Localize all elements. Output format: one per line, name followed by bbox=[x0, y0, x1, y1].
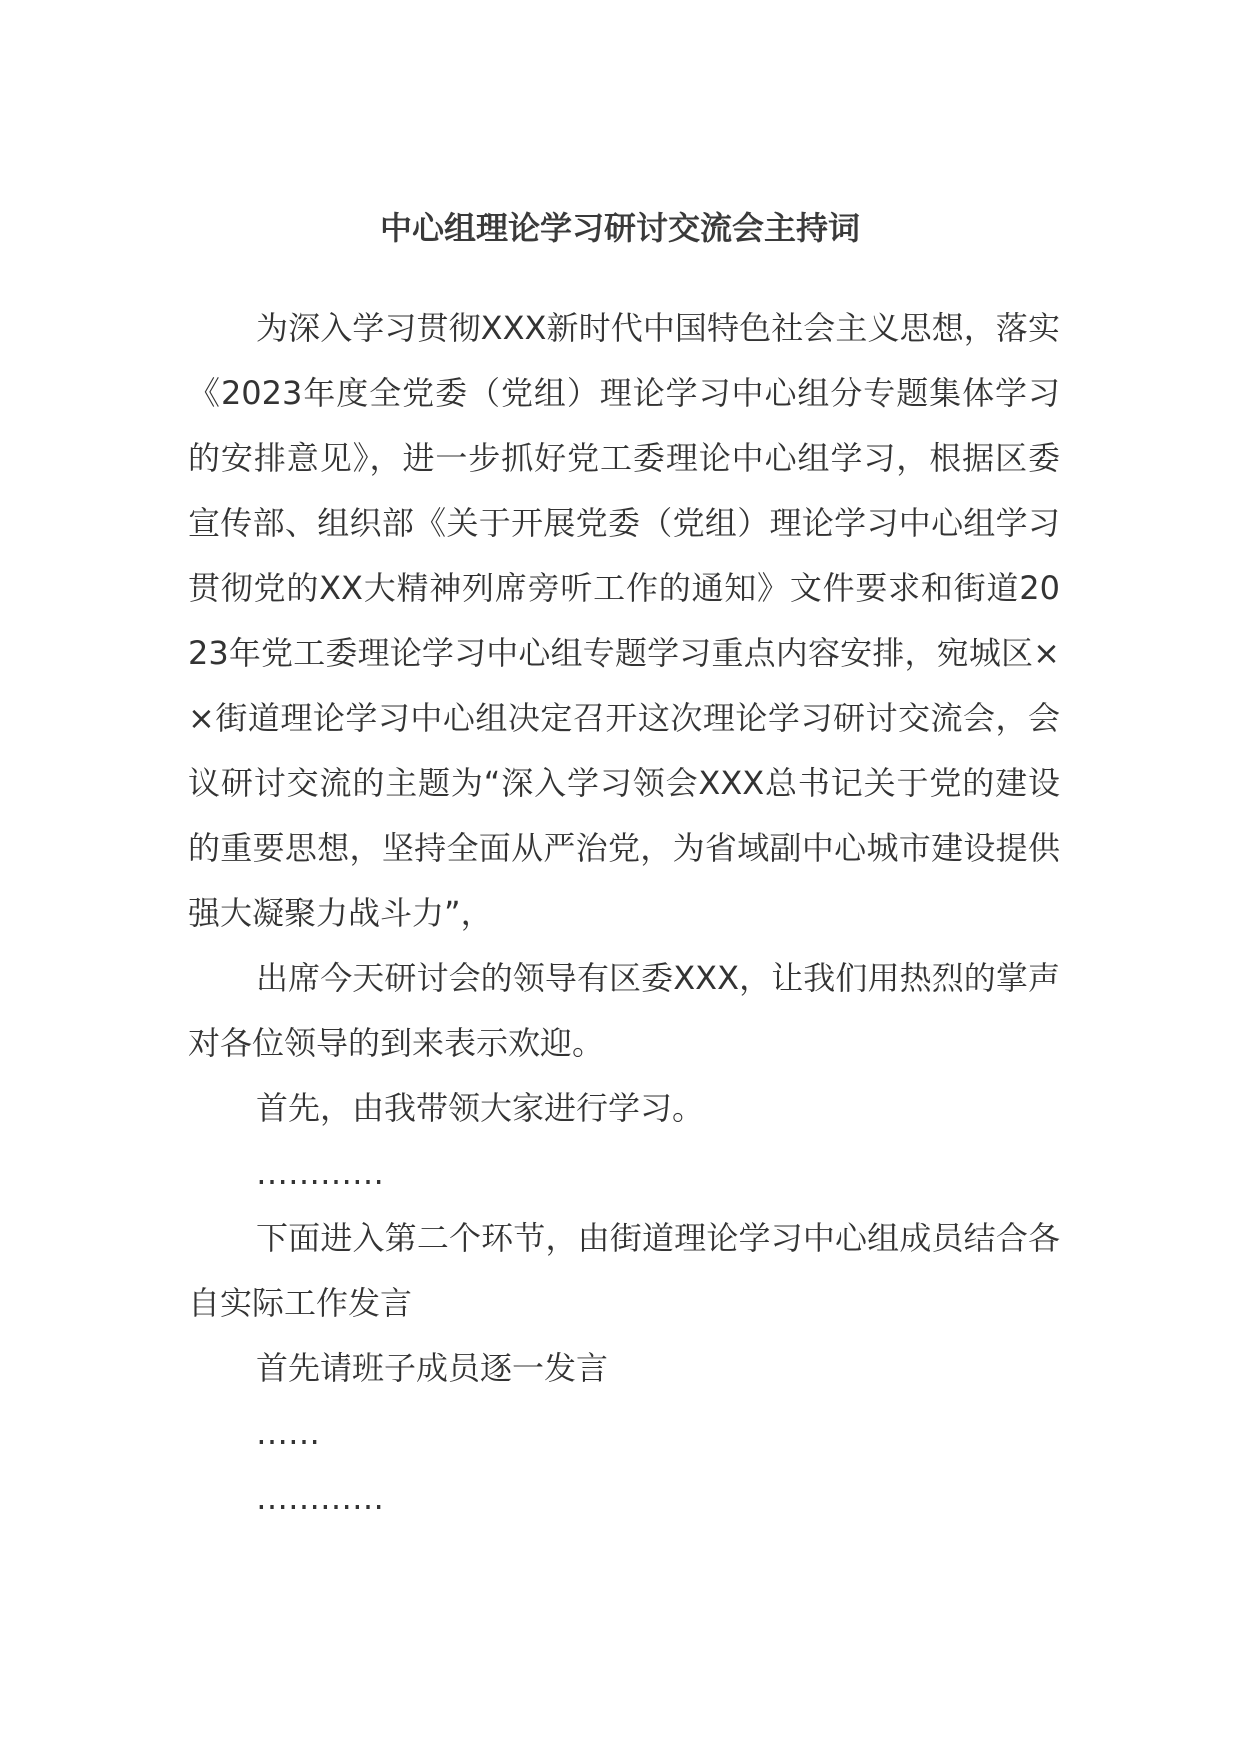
paragraph-attendees: 出席今天研讨会的领导有区委XXX，让我们用热烈的掌声对各位领导的到来表示欢迎。 bbox=[188, 959, 1060, 1062]
paragraph-team-speeches: 首先请班子成员逐一发言 bbox=[256, 1349, 609, 1387]
paragraph-ellipsis-3: ………… bbox=[256, 1479, 384, 1517]
document-body bbox=[188, 296, 1060, 1531]
paragraph-intro: 为深入学习贯彻XXX新时代中国特色社会主义思想，落实《2023年度全党委（党组）理论学习中心组分专题集体学习的安排意见》，进一步抓好党工委理论中心组学习，根据区委宣传部、组织部《关于开展党委（党组）理论学习中心组学习贯彻党的XX大精神列席旁听工作的通知》文件要求和街道2023年党工委理论学习中心组专题学习重点内容安排，宛城区××街道理论学习中心组决定召开这次理论学习研讨交流会，会议研讨交流的主题为“深入学习领会XXX总书记关于党的建设的重要思想，坚持全面从严治党，为省域副中心城市建设提供强大凝聚力战斗力”， bbox=[188, 309, 1060, 932]
paragraph-study-lead: 首先，由我带领大家进行学习。 bbox=[256, 1089, 705, 1127]
document-title: 中心组理论学习研讨交流会主持词 bbox=[379, 209, 860, 247]
paragraph-ellipsis-2: …… bbox=[256, 1414, 320, 1452]
paragraph-ellipsis-1: ………… bbox=[256, 1154, 384, 1192]
paragraph-second-session: 下面进入第二个环节，由街道理论学习中心组成员结合各自实际工作发言 bbox=[188, 1219, 1060, 1322]
